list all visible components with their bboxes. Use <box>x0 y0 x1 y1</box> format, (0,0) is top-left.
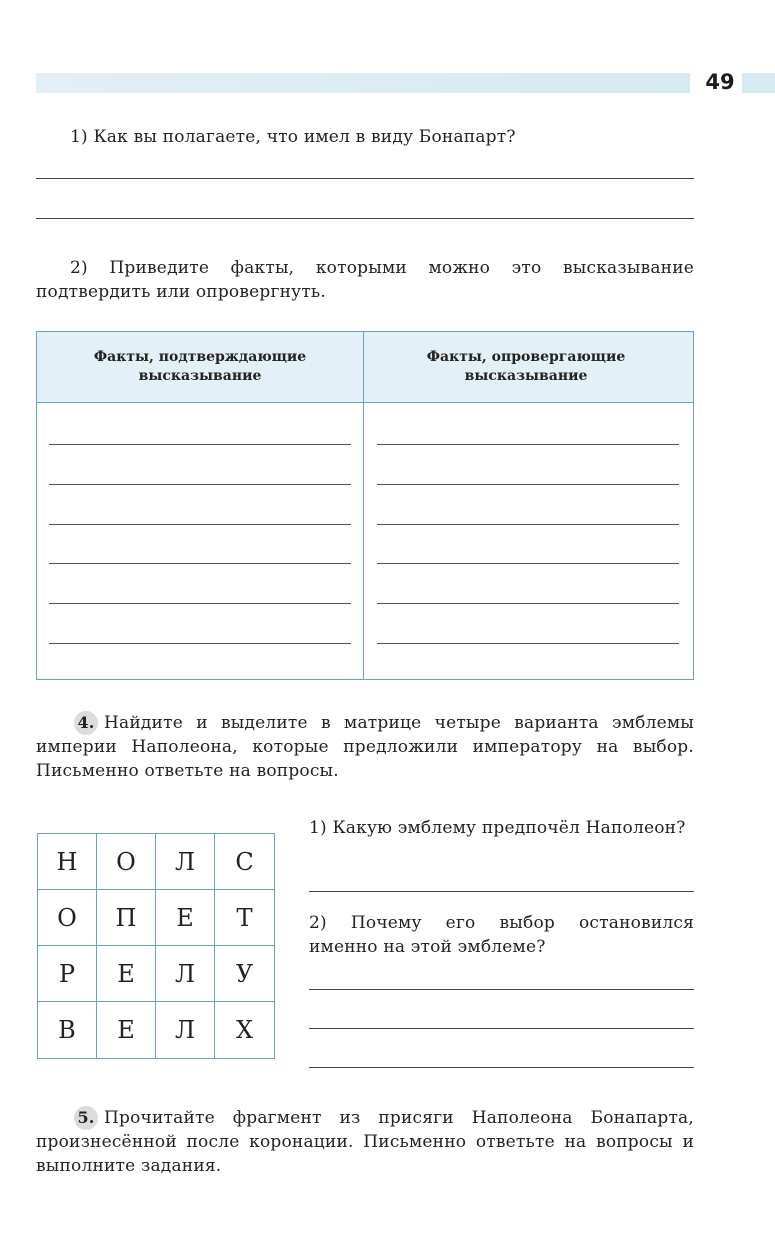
answer-line[interactable] <box>309 891 694 892</box>
matrix-cell[interactable]: О <box>38 890 97 946</box>
table-answer-line[interactable] <box>377 484 679 485</box>
task-4-text <box>36 711 694 783</box>
matrix-cell[interactable]: Т <box>215 890 274 946</box>
header-band <box>36 73 690 93</box>
table-answer-line[interactable] <box>377 524 679 525</box>
task-4-question-1: 1) Какую эмблему предпочёл Наполеон? <box>309 818 686 838</box>
matrix-cell[interactable]: Л <box>156 946 215 1002</box>
answer-line[interactable] <box>36 178 694 179</box>
column-header-refute: Факты, опровергающие высказывание <box>426 349 626 384</box>
column-header-confirm: Факты, подтверждающие высказывание <box>93 349 307 384</box>
matrix-cell[interactable]: Е <box>97 946 156 1002</box>
matrix-cell[interactable]: Е <box>156 890 215 946</box>
letter-matrix <box>37 833 275 1059</box>
task-number-badge: 4. <box>74 711 98 735</box>
matrix-cell[interactable]: Р <box>38 946 97 1002</box>
answer-line[interactable] <box>36 218 694 219</box>
table-answer-line[interactable] <box>49 444 351 445</box>
task-4-instruction: Найдите и выделите в матрице четыре варианта эмблемы империи Наполеона, которые предложили императору на выбор. Письменно ответьте на вопросы. <box>36 713 694 781</box>
answer-line[interactable] <box>309 1067 694 1068</box>
table-answer-line[interactable] <box>377 643 679 644</box>
table-answer-line[interactable] <box>377 603 679 604</box>
task-4-question-2: 2) Почему его выбор остановился именно на этой эмблеме? <box>309 913 694 957</box>
task-number-badge: 5. <box>74 1106 98 1130</box>
table-answer-line[interactable] <box>377 444 679 445</box>
matrix-cell[interactable]: Н <box>38 834 97 890</box>
matrix-cell[interactable]: Л <box>156 834 215 890</box>
matrix-cell[interactable]: С <box>215 834 274 890</box>
table-answer-line[interactable] <box>377 563 679 564</box>
question-2: 2) Приведите факты, которыми можно это высказывание подтвердить или опровергнуть. <box>36 258 694 302</box>
answer-line[interactable] <box>309 1028 694 1029</box>
task-5-text <box>36 1106 694 1178</box>
matrix-cell[interactable]: Е <box>97 1002 156 1058</box>
matrix-cell[interactable]: Л <box>156 1002 215 1058</box>
table-answer-line[interactable] <box>49 524 351 525</box>
matrix-cell[interactable]: О <box>97 834 156 890</box>
matrix-cell[interactable]: В <box>38 1002 97 1058</box>
matrix-cell[interactable]: П <box>97 890 156 946</box>
matrix-cell[interactable]: Х <box>235 1016 254 1044</box>
question-1: 1) Как вы полагаете, что имел в виду Бонапарт? <box>70 127 516 147</box>
table-answer-line[interactable] <box>49 603 351 604</box>
task-5-instruction: Прочитайте фрагмент из присяги Наполеона Бонапарта, произнесённой после коронации. Письменно ответьте на вопросы и выполните задания. <box>36 1108 694 1176</box>
facts-table <box>36 331 694 680</box>
answer-line[interactable] <box>309 989 694 990</box>
table-answer-line[interactable] <box>49 484 351 485</box>
table-answer-line[interactable] <box>49 563 351 564</box>
matrix-cell[interactable]: У <box>215 946 274 1002</box>
table-answer-line[interactable] <box>49 643 351 644</box>
page-number: 49 <box>705 70 735 94</box>
header-band-end <box>742 73 775 93</box>
